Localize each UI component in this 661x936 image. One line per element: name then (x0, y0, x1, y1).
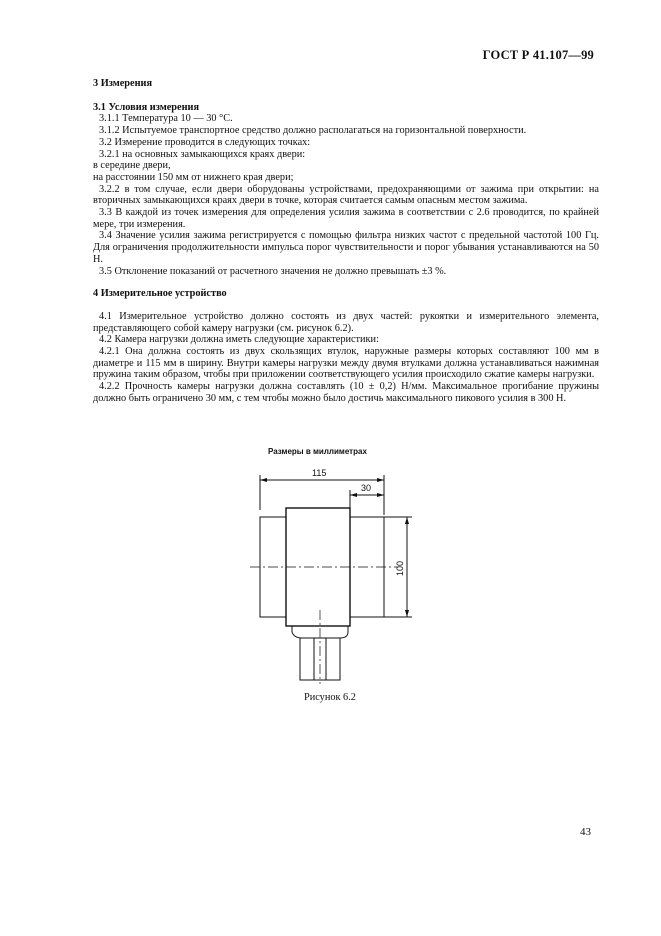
load-cell-drawing (240, 460, 420, 685)
document-id-header: ГОСТ Р 41.107—99 (482, 48, 594, 62)
paragraph-3-4: 3.4 Значение усилия зажима регистрируется с помощью фильтра низких частот с предельной частотой 100 Гц. Для ограничения продолжительности импульса порог чувствительности и порог убывания устанавливаются на 50 Н. (93, 230, 599, 265)
paragraph-3-2: 3.2 Измерение проводится в следующих точках: (99, 136, 311, 148)
page-number: 43 (580, 826, 591, 838)
list-line-150mm: на расстоянии 150 мм от нижнего края двери; (93, 171, 294, 183)
paragraph-3-1-1: 3.1.1 Температура 10 — 30 °С. (99, 113, 233, 125)
paragraph-4-2-1: 4.2.1 Она должна состоять из двух скользящих втулок, наружные размеры которых составляют 100 мм в диаметре и 115 мм в ширину. Внутри камеры нагрузки между двумя втулками должна устанавливаться нажимная пружина таким образом, чтобы при приложении соответствующего усилия происходило сжатие камеры нагрузки. (93, 346, 599, 381)
paragraph-4-1: 4.1 Измерительное устройство должно состоять из двух частей: рукоятки и измерительного элемента, представляющего собой камеру нагрузки (см. рисунок 6.2). (93, 310, 599, 334)
paragraph-4-2: 4.2 Камера нагрузки должна иметь следующие характеристики: (99, 334, 379, 346)
dimension-label-30: 30 (361, 483, 372, 493)
figure-units-title: Размеры в миллиметрах (268, 447, 367, 456)
paragraph-3-2-1: 3.2.1 на основных замыкающихся краях двери: (99, 148, 306, 160)
paragraph-4-2-2: 4.2.2 Прочность камеры нагрузки должна составлять (10 ± 0,2) Н/мм. Максимальное прогибание пружины должно быть ограничено 30 мм, с тем чтобы можно было достичь максимального пикового усилия в 300 Н. (93, 381, 599, 404)
dimension-label-width: 115 (312, 468, 327, 478)
paragraph-3-1-2: 3.1.2 Испытуемое транспортное средство должно располагаться на горизонтальной поверхности. (99, 125, 527, 137)
paragraph-3-5: 3.5 Отклонение показаний от расчетного значения не должно превышать ±3 %. (99, 265, 447, 277)
document-body (93, 78, 599, 405)
paragraph-3-3: 3.3 В каждой из точек измерения для определения усилия зажима в соответствии с 2.6 проводится, по крайней мере, три измерения. (93, 207, 599, 230)
list-line-middle-door: в середине двери, (93, 160, 171, 172)
paragraph-3-2-2: 3.2.2 в том случае, если двери оборудованы устройствами, предохраняющими от зажима при открытии: на вторичных замыкающихся краях двери в точке, которая считается самым опасным местом зажима. (93, 183, 599, 207)
subsection-3-1-heading: 3.1 Условия измерения (93, 101, 200, 113)
dimension-label-diameter: 100 (395, 560, 405, 576)
section-3-heading: 3 Измерения (93, 78, 153, 89)
figure-caption: Рисунок 6.2 (304, 692, 356, 703)
section-4-heading: 4 Измерительное устройство (93, 288, 227, 300)
